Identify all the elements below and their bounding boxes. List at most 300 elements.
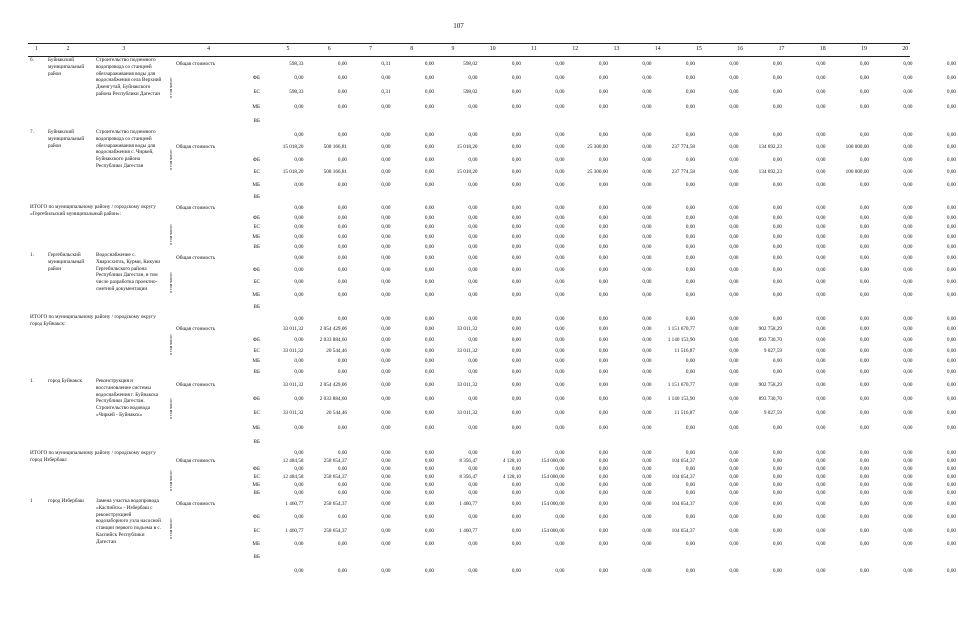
table-cell: 0,00	[555, 337, 565, 344]
table-cell: 0,00	[511, 103, 521, 110]
table-cell: 0,00	[729, 527, 739, 534]
table-header-row	[28, 43, 910, 57]
table-cell: 0,00	[903, 337, 913, 344]
table-cell: 0,00	[555, 254, 565, 261]
table-cell: 0,00	[337, 490, 347, 497]
table-cell: 0,00	[555, 205, 565, 212]
table-cell: 0,00	[511, 466, 521, 473]
table-cell: 0,00	[946, 369, 956, 376]
table-cell: 0,00	[555, 410, 565, 417]
table-cell: 0,00	[903, 527, 913, 534]
table-cell: 0,00	[946, 243, 956, 250]
table-cell: 0,00	[859, 396, 869, 403]
table-cell: 0,00	[511, 567, 521, 574]
table-cell: 0,00	[598, 181, 608, 188]
table-cell: 0,00	[511, 337, 521, 344]
table-cell: 0,00	[729, 234, 739, 241]
table-cell: 0,00	[772, 514, 782, 521]
table-cell: 104 654,37	[671, 474, 695, 481]
table-cell: 0,00	[468, 482, 478, 489]
table-cell: 11 516,87	[674, 410, 695, 417]
table-cell: 0,00	[642, 326, 652, 333]
table-cell: 0,00	[729, 214, 739, 221]
table-cell: 0,00	[685, 291, 695, 298]
table-cell: 0,00	[424, 205, 434, 212]
table-cell: 0,00	[816, 89, 826, 96]
table-cell: 0,00	[729, 381, 739, 388]
table-cell: 0,00	[946, 103, 956, 110]
table-cell: 0,00	[381, 291, 391, 298]
table-cell: 0,00	[859, 75, 869, 82]
table-cell: 0,00	[859, 541, 869, 548]
table-cell: 0,00	[816, 169, 826, 176]
table-cell: 0,00	[555, 103, 565, 110]
row-label: Общая стоимость	[176, 326, 216, 333]
table-cell: 0,00	[511, 279, 521, 286]
row-label: МБ	[252, 234, 260, 241]
table-cell: 0,00	[337, 254, 347, 261]
table-cell: 0,00	[598, 156, 608, 163]
table-cell: 0,00	[859, 326, 869, 333]
table-cell: 0,00	[816, 234, 826, 241]
table-cell: 0,00	[598, 315, 608, 322]
table-cell: 0,00	[946, 205, 956, 212]
table-cell: 0,00	[729, 181, 739, 188]
table-cell: 0,00	[859, 279, 869, 286]
table-cell: 0,00	[859, 458, 869, 465]
item-number: 1.	[30, 252, 34, 258]
table-cell: 0,00	[816, 75, 826, 82]
table-cell: 4 128,10	[502, 474, 521, 481]
table-cell: 0,00	[381, 410, 391, 417]
table-cell: 0,00	[903, 89, 913, 96]
table-block	[28, 378, 956, 450]
table-cell: 0,00	[772, 205, 782, 212]
vertical-label: в том числе:	[168, 77, 173, 98]
row-label: МБ	[252, 291, 260, 298]
table-cell: 0,00	[816, 205, 826, 212]
table-cell: 0,00	[642, 144, 652, 151]
table-cell: 0,00	[555, 291, 565, 298]
table-cell: 0,00	[729, 169, 739, 176]
table-cell: 1 151 670,77	[667, 326, 695, 333]
table-cell: 0,00	[772, 474, 782, 481]
table-cell: 0,00	[598, 205, 608, 212]
vertical-label: в том числе:	[168, 470, 173, 491]
table-cell: 0,00	[729, 410, 739, 417]
table-cell: 0,00	[424, 315, 434, 322]
table-cell: 0,00	[859, 234, 869, 241]
column-header: 14	[654, 46, 661, 53]
table-cell: 0,00	[729, 243, 739, 250]
table-cell: 598,02	[463, 89, 478, 96]
table-cell: 0,00	[598, 60, 608, 67]
table-cell: 0,00	[294, 224, 304, 231]
table-cell: 0,00	[294, 396, 304, 403]
table-cell: 0,00	[816, 450, 826, 457]
table-cell: 0,00	[555, 144, 565, 151]
table-cell: 0,00	[555, 567, 565, 574]
table-cell: 0,00	[598, 131, 608, 138]
table-cell: 0,00	[598, 482, 608, 489]
table-cell: 0,00	[946, 381, 956, 388]
table-row	[164, 314, 958, 325]
column-header: 6	[327, 46, 331, 53]
table-cell: 0,00	[381, 315, 391, 322]
table-cell: 0,00	[685, 75, 695, 82]
table-cell: 0,00	[729, 144, 739, 151]
table-cell: 9 027,59	[763, 410, 782, 417]
table-cell: 0,00	[816, 474, 826, 481]
item-number: 7.	[30, 129, 34, 135]
table-row	[164, 154, 958, 167]
table-cell: 0,00	[642, 567, 652, 574]
table-cell: 0,00	[642, 214, 652, 221]
table-cell: 154 000,00	[541, 501, 565, 508]
table-cell: 0,00	[903, 490, 913, 497]
budget-table	[28, 43, 956, 578]
table-cell: 0,00	[511, 490, 521, 497]
table-cell: 0,00	[946, 60, 956, 67]
table-cell: 12 484,58	[282, 474, 304, 481]
table-cell: 0,00	[903, 291, 913, 298]
table-cell: 0,00	[729, 267, 739, 274]
table-cell: 0,00	[424, 279, 434, 286]
table-cell: 0,00	[598, 267, 608, 274]
table-cell: 0,00	[903, 181, 913, 188]
table-cell: 0,00	[903, 144, 913, 151]
table-cell: 0,00	[598, 490, 608, 497]
table-cell: 0,00	[946, 234, 956, 241]
table-cell: 0,00	[337, 279, 347, 286]
table-cell: 0,00	[729, 315, 739, 322]
table-cell: 0,00	[772, 369, 782, 376]
vertical-label: в том числе:	[168, 149, 173, 170]
table-cell: 0,00	[772, 279, 782, 286]
table-cell: 0,00	[424, 474, 434, 481]
table-cell: 0,00	[816, 181, 826, 188]
table-cell: 0,00	[381, 144, 391, 151]
table-cell: 0,00	[337, 541, 347, 548]
table-cell: 0,00	[903, 369, 913, 376]
table-cell: 0,00	[946, 458, 956, 465]
table-cell: 0,00	[337, 291, 347, 298]
table-cell: 1 151 670,77	[667, 381, 695, 388]
table-cell: 0,00	[772, 567, 782, 574]
table-cell: 1 140 153,90	[667, 396, 695, 403]
table-cell: 0,00	[555, 450, 565, 457]
table-cell: 0,00	[555, 60, 565, 67]
table-cell: 0,00	[511, 347, 521, 354]
table-cell: 0,00	[816, 156, 826, 163]
table-cell: 0,00	[729, 369, 739, 376]
table-cell: 0,31	[381, 60, 391, 67]
table-cell: 0,00	[642, 466, 652, 473]
table-cell: 134 692,23	[758, 169, 782, 176]
table-row	[164, 100, 958, 114]
table-cell: 0,00	[642, 337, 652, 344]
column-header: 5	[286, 46, 290, 53]
table-cell: 0,00	[642, 527, 652, 534]
table-cell: 0,00	[946, 156, 956, 163]
table-cell: 0,00	[816, 490, 826, 497]
table-cell: 0,00	[381, 337, 391, 344]
table-cell: 0,00	[859, 60, 869, 67]
table-cell: 0,00	[816, 541, 826, 548]
row-label: Общая стоимость	[176, 501, 216, 508]
column-header: 20	[902, 46, 909, 53]
table-cell: 0,00	[946, 567, 956, 574]
table-cell: 33 011,32	[456, 410, 478, 417]
table-cell: 0,00	[816, 410, 826, 417]
table-block	[28, 204, 956, 252]
column-header: 7	[368, 46, 372, 53]
table-cell: 0,00	[511, 326, 521, 333]
table-cell: 0,00	[511, 482, 521, 489]
row-label: Общая стоимость	[176, 205, 216, 212]
table-cell: 0,00	[294, 482, 304, 489]
column-header: 18	[819, 46, 826, 53]
table-cell: 0,00	[424, 169, 434, 176]
table-cell: 0,00	[598, 474, 608, 481]
table-cell: 0,00	[381, 381, 391, 388]
table-cell: 0,00	[598, 541, 608, 548]
table-cell: 0,00	[946, 224, 956, 231]
table-row	[164, 565, 958, 578]
table-cell: 0,00	[424, 424, 434, 431]
table-cell: 0,00	[294, 450, 304, 457]
table-cell: 0,00	[468, 291, 478, 298]
row-label: Общая стоимость	[176, 60, 216, 67]
table-cell: 0,00	[381, 458, 391, 465]
table-cell: 0,00	[381, 156, 391, 163]
column-header: 12	[572, 46, 579, 53]
column-header: 4	[207, 46, 210, 53]
table-cell: 0,00	[903, 541, 913, 548]
table-cell: 104 654,37	[671, 527, 695, 534]
table-cell: 902 758,29	[758, 326, 782, 333]
table-cell: 0,00	[685, 224, 695, 231]
table-row	[164, 129, 958, 142]
row-label: ВБ	[253, 554, 260, 561]
project-description: Строительство подземного водопровода со станцией обеззараживания воды для водоснабжения села Верхний Дженгутай, Буйнакского района Республики Дагестан	[96, 57, 162, 97]
table-cell: 0,00	[816, 396, 826, 403]
table-cell: 0,00	[859, 450, 869, 457]
table-cell: 0,00	[555, 156, 565, 163]
table-cell: 0,00	[946, 254, 956, 261]
table-cell: 0,00	[468, 103, 478, 110]
table-cell: 0,00	[816, 514, 826, 521]
table-cell: 0,00	[511, 501, 521, 508]
table-row	[164, 367, 958, 378]
table-cell: 0,00	[642, 291, 652, 298]
table-cell: 0,00	[816, 358, 826, 365]
table-cell: 0,00	[555, 326, 565, 333]
table-cell: 0,00	[642, 410, 652, 417]
table-cell: 0,00	[424, 234, 434, 241]
table-cell: 0,00	[642, 267, 652, 274]
table-cell: 0,00	[294, 424, 304, 431]
table-cell: 0,00	[381, 234, 391, 241]
table-cell: 0,00	[511, 214, 521, 221]
table-cell: 0,00	[903, 381, 913, 388]
table-cell: 0,00	[598, 358, 608, 365]
table-cell: 0,00	[424, 482, 434, 489]
table-cell: 15 018,20	[456, 169, 478, 176]
table-cell: 0,00	[424, 291, 434, 298]
table-row	[164, 223, 958, 233]
table-cell: 0,00	[642, 482, 652, 489]
item-number: 1.	[30, 378, 34, 384]
table-cell: 0,00	[381, 267, 391, 274]
table-cell: 0,00	[337, 482, 347, 489]
column-header: 3	[122, 46, 126, 53]
table-cell: 0,00	[685, 234, 695, 241]
table-cell: 0,00	[685, 466, 695, 473]
table-cell: 0,00	[294, 254, 304, 261]
table-cell: 0,00	[337, 224, 347, 231]
table-cell: 0,00	[381, 424, 391, 431]
table-cell: 154 000,00	[541, 458, 565, 465]
table-cell: 0,00	[468, 243, 478, 250]
table-row	[164, 511, 958, 524]
table-cell: 0,00	[816, 131, 826, 138]
table-cell: 0,00	[816, 369, 826, 376]
row-label: БС	[253, 474, 260, 481]
row-label: Общая стоимость	[176, 254, 216, 261]
table-cell: 0,00	[337, 315, 347, 322]
row-label: МБ	[252, 541, 260, 548]
table-cell: 0,00	[685, 279, 695, 286]
table-cell: 0,00	[685, 541, 695, 548]
table-cell: 0,00	[598, 514, 608, 521]
table-cell: 0,00	[381, 279, 391, 286]
table-cell: 0,00	[772, 103, 782, 110]
table-cell: 0,00	[903, 214, 913, 221]
table-cell: 0,00	[468, 424, 478, 431]
table-cell: 258 654,37	[323, 474, 347, 481]
table-cell: 0,00	[859, 315, 869, 322]
table-cell: 0,00	[946, 337, 956, 344]
table-cell: 0,00	[337, 156, 347, 163]
row-label: ВБ	[253, 490, 260, 497]
table-cell: 0,00	[337, 131, 347, 138]
table-cell: 0,00	[381, 243, 391, 250]
table-cell: 0,00	[729, 224, 739, 231]
table-cell: 0,00	[729, 458, 739, 465]
table-cell: 0,00	[598, 381, 608, 388]
row-label: ФБ	[252, 466, 260, 473]
table-cell: 0,00	[381, 326, 391, 333]
table-cell: 0,00	[468, 337, 478, 344]
table-cell: 0,00	[859, 490, 869, 497]
table-cell: 0,00	[642, 279, 652, 286]
table-cell: 0,00	[729, 482, 739, 489]
table-cell: 0,00	[946, 89, 956, 96]
table-cell: 15 018,20	[282, 144, 304, 151]
table-cell: 0,00	[729, 490, 739, 497]
table-cell: 2 054 429,06	[319, 326, 347, 333]
table-cell: 0,00	[511, 514, 521, 521]
table-row	[164, 466, 958, 474]
table-block	[28, 314, 956, 378]
table-cell: 0,00	[598, 466, 608, 473]
table-cell: 0,00	[511, 144, 521, 151]
table-cell: 0,00	[424, 458, 434, 465]
table-cell: 0,00	[772, 482, 782, 489]
table-cell: 0,00	[946, 501, 956, 508]
table-cell: 0,00	[903, 60, 913, 67]
table-cell: 0,00	[642, 396, 652, 403]
table-cell: 0,31	[381, 89, 391, 96]
table-row	[164, 474, 958, 482]
table-cell: 0,00	[381, 541, 391, 548]
table-cell: 0,00	[903, 358, 913, 365]
table-cell: 0,00	[946, 267, 956, 274]
table-row	[164, 167, 958, 180]
table-cell: 0,00	[381, 514, 391, 521]
table-cell: 0,00	[337, 358, 347, 365]
table-row	[164, 392, 958, 406]
table-cell: 0,00	[772, 75, 782, 82]
table-cell: 0,00	[555, 541, 565, 548]
table-cell: 0,00	[381, 131, 391, 138]
table-cell: 0,00	[685, 514, 695, 521]
table-cell: 0,00	[903, 267, 913, 274]
municipality-name: Гергебильский муниципальный район	[48, 252, 85, 272]
table-cell: 0,00	[294, 567, 304, 574]
table-cell: 1 460,77	[285, 527, 304, 534]
table-cell: 0,00	[816, 103, 826, 110]
table-cell: 0,00	[294, 291, 304, 298]
table-cell: 0,00	[424, 514, 434, 521]
table-row	[164, 57, 958, 71]
row-label: МБ	[252, 482, 260, 489]
table-cell: 0,00	[729, 156, 739, 163]
table-cell: 0,00	[424, 381, 434, 388]
table-cell: 0,00	[816, 458, 826, 465]
table-cell: 33 011,32	[282, 347, 304, 354]
table-cell: 0,00	[729, 424, 739, 431]
municipality-name: город Буйнакск	[48, 378, 83, 384]
table-cell: 0,00	[642, 254, 652, 261]
row-label: ФБ	[252, 337, 260, 344]
table-cell: 0,00	[816, 315, 826, 322]
table-cell: 0,00	[946, 450, 956, 457]
table-cell: 0,00	[859, 103, 869, 110]
table-cell: 0,00	[859, 567, 869, 574]
table-cell: 0,00	[468, 450, 478, 457]
table-cell: 0,00	[946, 169, 956, 176]
table-cell: 0,00	[294, 267, 304, 274]
table-cell: 0,00	[598, 279, 608, 286]
table-cell: 0,00	[424, 337, 434, 344]
table-cell: 0,00	[468, 369, 478, 376]
table-cell: 258 654,37	[323, 458, 347, 465]
table-row	[164, 115, 958, 129]
table-cell: 0,00	[685, 490, 695, 497]
table-cell: 0,00	[337, 103, 347, 110]
table-cell: 0,00	[946, 541, 956, 548]
table-cell: 0,00	[946, 482, 956, 489]
table-cell: 0,00	[642, 169, 652, 176]
table-cell: 0,00	[555, 490, 565, 497]
table-cell: 237 774,58	[671, 144, 695, 151]
table-cell: 0,00	[381, 501, 391, 508]
table-row	[164, 302, 958, 314]
table-cell: 0,00	[424, 89, 434, 96]
column-header: 11	[531, 46, 537, 53]
